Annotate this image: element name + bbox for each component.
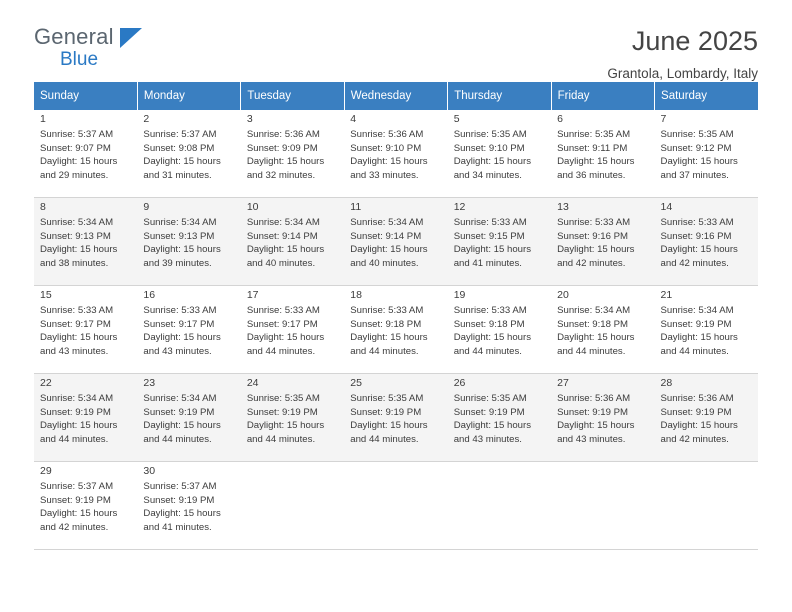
day-detail-line: Daylight: 15 hours [453,332,532,344]
calendar-day-cell [448,374,551,462]
day-detail-line: Daylight: 15 hours [246,244,325,256]
day-detail-line: Sunrise: 5:35 AM [246,393,320,405]
day-detail-line: and 44 minutes. [143,433,212,445]
day-details [454,392,545,446]
day-detail-line: Sunrise: 5:33 AM [40,305,114,317]
day-number: 19 [453,289,466,301]
weekday-header-saturday: Saturday [655,82,758,110]
day-number: 11 [350,201,362,213]
day-detail-line: and 44 minutes. [246,345,316,357]
day-detail-line: Sunrise: 5:37 AM [40,481,114,493]
day-details [557,304,648,358]
day-detail-line: and 38 minutes. [40,257,109,269]
day-detail-line: Sunrise: 5:33 AM [660,217,734,229]
calendar-day-cell [344,198,447,286]
day-detail-line: and 43 minutes. [40,345,109,357]
day-number: 25 [350,377,362,389]
day-details [350,392,441,446]
day-number: 24 [246,377,259,389]
day-detail-line: and 40 minutes. [350,257,419,269]
day-detail-line: and 37 minutes. [660,169,729,181]
day-detail-line: Sunrise: 5:34 AM [557,305,631,317]
day-number: 27 [557,377,569,389]
calendar-day-cell [551,374,654,462]
day-detail-line: Sunset: 9:13 PM [40,230,111,242]
day-detail-line: Sunset: 9:17 PM [40,318,111,330]
weekday-header-monday: Monday [137,82,240,110]
day-detail-line: Daylight: 15 hours [453,156,532,168]
day-number: 22 [40,377,52,389]
day-number: 6 [557,113,563,125]
weekday-header-thursday: Thursday [448,82,551,110]
day-details [557,392,648,446]
day-detail-line: Sunset: 9:19 PM [660,318,732,330]
day-detail-line: Sunset: 9:18 PM [350,318,422,330]
calendar-day-cell [241,198,344,286]
day-detail-line: and 44 minutes. [453,345,522,357]
day-detail-line: Sunset: 9:07 PM [40,142,111,154]
day-detail-line: Sunset: 9:19 PM [350,406,422,418]
day-detail-line: Sunrise: 5:36 AM [350,129,424,141]
day-number: 20 [557,289,569,301]
day-detail-line: Sunrise: 5:35 AM [660,129,734,141]
calendar-day-cell [344,110,447,198]
day-details [40,392,131,446]
day-detail-line: Sunrise: 5:33 AM [453,305,527,317]
day-detail-line: Sunrise: 5:37 AM [143,481,217,493]
calendar-day-cell [551,110,654,198]
day-detail-line: Sunrise: 5:34 AM [143,393,217,405]
day-detail-line: and 44 minutes. [40,433,109,445]
day-detail-line: Daylight: 15 hours [40,420,118,432]
day-details [247,216,338,270]
day-detail-line: Sunset: 9:18 PM [557,318,629,330]
day-number: 30 [143,465,156,477]
calendar-cell-empty [448,462,551,550]
day-detail-line: Sunset: 9:19 PM [143,494,215,506]
day-detail-line: Sunset: 9:16 PM [557,230,629,242]
day-detail-line: Sunrise: 5:37 AM [40,129,114,141]
calendar-day-cell [241,286,344,374]
day-detail-line: Daylight: 15 hours [40,508,118,520]
calendar-day-cell [344,374,447,462]
day-detail-line: Daylight: 15 hours [660,332,738,344]
day-detail-line: Sunset: 9:17 PM [246,318,318,330]
day-detail-line: Sunset: 9:17 PM [143,318,215,330]
triangle-flag-icon [120,28,142,48]
day-detail-line: and 41 minutes. [453,257,522,269]
calendar-day-cell [137,198,240,286]
calendar-cell-empty [551,462,654,550]
day-detail-line: Sunrise: 5:34 AM [350,217,424,229]
calendar-day-cell [34,286,137,374]
day-detail-line: Daylight: 15 hours [143,156,221,168]
day-detail-line: Sunset: 9:08 PM [143,142,215,154]
day-details [350,304,441,358]
day-number: 18 [350,289,362,301]
day-detail-line: Sunset: 9:11 PM [557,142,628,154]
calendar-day-cell [551,198,654,286]
day-details [557,216,648,270]
day-details [143,304,234,358]
day-details [661,304,752,358]
calendar-day-cell [137,374,240,462]
day-details [143,480,234,534]
day-detail-line: Daylight: 15 hours [557,244,635,256]
calendar-day-cell [655,198,758,286]
weekday-header-sunday: Sunday [34,82,137,110]
day-details [40,304,131,358]
day-number: 17 [246,289,259,301]
day-details [247,128,338,182]
day-detail-line: and 44 minutes. [350,433,419,445]
day-number: 4 [350,113,357,125]
day-details [40,480,131,534]
calendar-week-row [34,110,758,198]
day-detail-line: Sunrise: 5:35 AM [350,393,424,405]
day-detail-line: Sunrise: 5:36 AM [557,393,631,405]
calendar-week-row [34,198,758,286]
calendar-day-cell [137,286,240,374]
day-detail-line: Sunrise: 5:33 AM [350,305,424,317]
day-detail-line: and 43 minutes. [143,345,212,357]
day-detail-line: Sunrise: 5:36 AM [660,393,734,405]
page-title: June 2025 [631,26,758,56]
day-number: 5 [453,113,460,125]
day-detail-line: and 42 minutes. [660,433,729,445]
day-detail-line: Sunrise: 5:35 AM [453,393,527,405]
calendar-day-cell [137,110,240,198]
day-detail-line: and 44 minutes. [246,433,316,445]
day-number: 10 [246,201,259,213]
day-detail-line: Sunrise: 5:35 AM [557,129,631,141]
day-detail-line: Sunset: 9:19 PM [40,494,111,506]
day-number: 15 [40,289,52,301]
calendar-table [34,82,758,550]
page-subtitle: Grantola, Lombardy, Italy [607,66,758,81]
calendar-day-cell [34,462,137,550]
day-number: 26 [453,377,466,389]
day-details [143,216,234,270]
day-detail-line: Daylight: 15 hours [453,420,532,432]
day-detail-line: Daylight: 15 hours [246,156,325,168]
logo-text-general: General [34,24,114,49]
calendar-day-cell [448,198,551,286]
calendar-week-row [34,374,758,462]
calendar-day-cell [241,110,344,198]
calendar-day-cell [448,110,551,198]
calendar-cell-empty [241,462,344,550]
day-detail-line: Daylight: 15 hours [40,244,118,256]
day-details [40,216,131,270]
day-detail-line: Daylight: 15 hours [40,332,118,344]
day-detail-line: Sunrise: 5:35 AM [453,129,527,141]
calendar-day-cell [34,374,137,462]
day-details [247,304,338,358]
day-detail-line: Sunset: 9:16 PM [660,230,732,242]
calendar-cell-empty [344,462,447,550]
day-detail-line: Daylight: 15 hours [660,156,738,168]
calendar-day-cell [551,286,654,374]
day-detail-line: Sunset: 9:18 PM [453,318,525,330]
day-number: 13 [557,201,569,213]
day-detail-line: Sunset: 9:19 PM [660,406,732,418]
day-detail-line: and 36 minutes. [557,169,626,181]
day-detail-line: Sunset: 9:10 PM [453,142,525,154]
day-number: 8 [40,201,46,213]
page-header [34,0,758,81]
day-details [143,392,234,446]
calendar-body [34,110,758,550]
day-detail-line: Sunset: 9:10 PM [350,142,422,154]
calendar-day-cell [448,286,551,374]
day-details [454,128,545,182]
day-detail-line: Daylight: 15 hours [557,156,635,168]
calendar-day-cell [655,110,758,198]
day-detail-line: Sunrise: 5:33 AM [453,217,527,229]
calendar-header-row [34,82,758,110]
day-detail-line: Sunset: 9:15 PM [453,230,525,242]
day-details [661,392,752,446]
day-detail-line: and 40 minutes. [246,257,316,269]
day-details [350,216,441,270]
day-detail-line: Sunset: 9:14 PM [246,230,318,242]
day-detail-line: Daylight: 15 hours [143,332,221,344]
day-details [454,304,545,358]
day-details [143,128,234,182]
day-detail-line: and 42 minutes. [40,521,109,533]
day-detail-line: Daylight: 15 hours [350,244,428,256]
day-detail-line: Daylight: 15 hours [350,156,428,168]
day-detail-line: and 43 minutes. [557,433,626,445]
day-detail-line: Daylight: 15 hours [660,244,738,256]
day-detail-line: Daylight: 15 hours [246,420,325,432]
day-detail-line: Sunrise: 5:34 AM [660,305,734,317]
day-detail-line: Sunset: 9:19 PM [246,406,318,418]
day-number: 29 [40,465,52,477]
day-details [454,216,545,270]
day-detail-line: Sunrise: 5:33 AM [143,305,217,317]
day-detail-line: Sunrise: 5:33 AM [246,305,320,317]
day-detail-line: Sunrise: 5:34 AM [40,393,114,405]
day-number: 14 [660,201,673,213]
day-details [350,128,441,182]
calendar-day-cell [655,286,758,374]
day-detail-line: Daylight: 15 hours [246,332,325,344]
day-detail-line: Daylight: 15 hours [557,332,635,344]
day-number: 16 [143,289,156,301]
calendar-week-row [34,286,758,374]
day-detail-line: Daylight: 15 hours [557,420,635,432]
day-detail-line: Daylight: 15 hours [143,244,221,256]
day-details [557,128,648,182]
calendar-week-row [34,462,758,550]
weekday-header-wednesday: Wednesday [344,82,447,110]
day-details [661,216,752,270]
day-detail-line: Daylight: 15 hours [143,420,221,432]
day-detail-line: Sunset: 9:13 PM [143,230,215,242]
day-detail-line: and 39 minutes. [143,257,212,269]
title-block [607,26,758,82]
logo [34,26,144,72]
day-detail-line: Sunset: 9:12 PM [660,142,732,154]
day-detail-line: Sunrise: 5:34 AM [143,217,217,229]
day-number: 7 [660,113,667,125]
calendar-day-cell [34,198,137,286]
day-details [40,128,131,182]
day-detail-line: and 32 minutes. [246,169,316,181]
day-detail-line: Daylight: 15 hours [660,420,738,432]
calendar-cell-empty [655,462,758,550]
day-detail-line: Sunrise: 5:36 AM [246,129,320,141]
day-detail-line: and 42 minutes. [660,257,729,269]
day-detail-line: Sunrise: 5:33 AM [557,217,631,229]
calendar-day-cell [34,110,137,198]
day-detail-line: and 31 minutes. [143,169,212,181]
day-number: 9 [143,201,150,213]
day-number: 23 [143,377,156,389]
day-detail-line: Sunset: 9:14 PM [350,230,422,242]
day-number: 28 [660,377,673,389]
day-detail-line: Sunrise: 5:34 AM [40,217,114,229]
day-detail-line: Sunset: 9:19 PM [40,406,111,418]
logo-text-blue: Blue [60,49,99,70]
day-detail-line: Sunset: 9:19 PM [453,406,525,418]
day-detail-line: and 33 minutes. [350,169,419,181]
day-detail-line: and 43 minutes. [453,433,522,445]
day-detail-line: Daylight: 15 hours [350,420,428,432]
day-details [661,128,752,182]
day-detail-line: and 42 minutes. [557,257,626,269]
day-detail-line: and 41 minutes. [143,521,212,533]
day-detail-line: Daylight: 15 hours [143,508,221,520]
day-number: 1 [40,113,46,125]
day-detail-line: Daylight: 15 hours [40,156,118,168]
calendar-day-cell [241,374,344,462]
day-detail-line: and 29 minutes. [40,169,109,181]
day-detail-line: and 34 minutes. [453,169,522,181]
day-number: 2 [143,113,150,125]
day-detail-line: and 44 minutes. [557,345,626,357]
day-detail-line: and 44 minutes. [350,345,419,357]
day-detail-line: Sunrise: 5:34 AM [246,217,320,229]
day-number: 12 [453,201,466,213]
day-detail-line: Sunset: 9:19 PM [557,406,629,418]
calendar-day-cell [344,286,447,374]
day-detail-line: and 44 minutes. [660,345,729,357]
day-details [247,392,338,446]
day-detail-line: Daylight: 15 hours [350,332,428,344]
day-number: 3 [246,113,253,125]
day-detail-line: Sunset: 9:19 PM [143,406,215,418]
calendar-day-cell [655,374,758,462]
weekday-header-friday: Friday [551,82,654,110]
weekday-header-tuesday: Tuesday [241,82,344,110]
day-number: 21 [660,289,673,301]
day-detail-line: Sunrise: 5:37 AM [143,129,217,141]
calendar-day-cell [137,462,240,550]
day-detail-line: Daylight: 15 hours [453,244,532,256]
day-detail-line: Sunset: 9:09 PM [246,142,318,154]
